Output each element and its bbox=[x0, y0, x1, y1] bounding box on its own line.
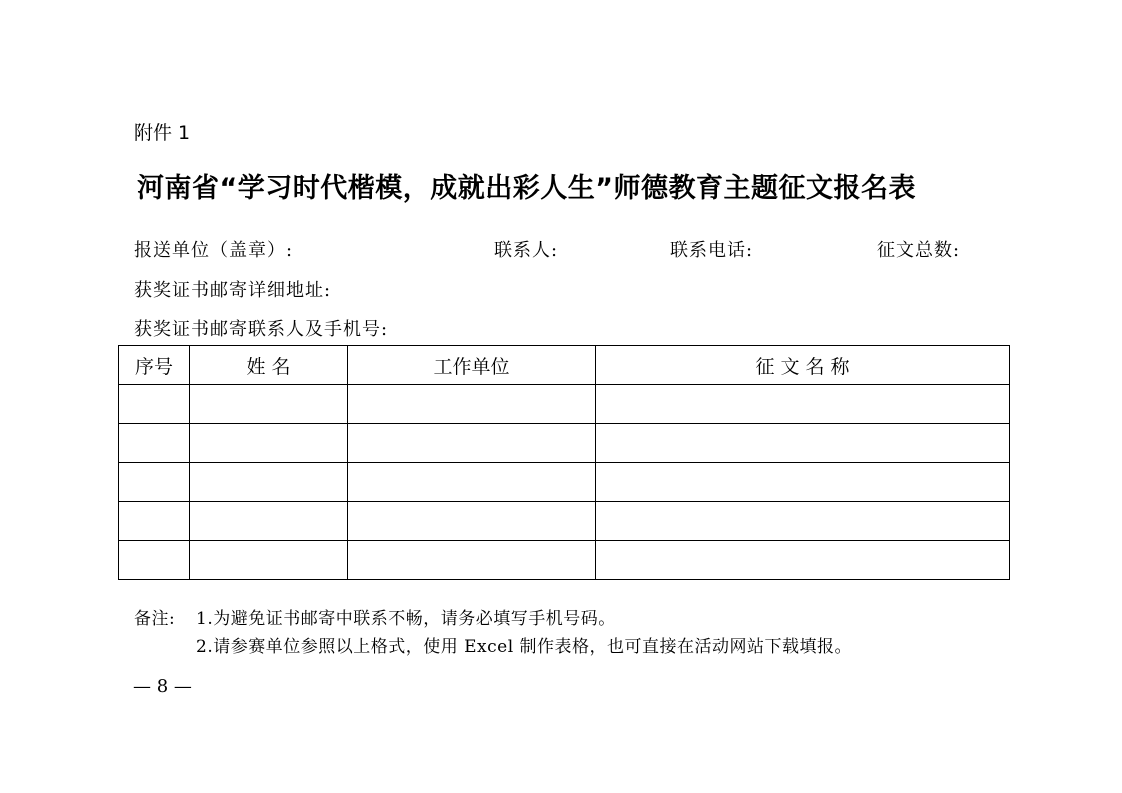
table-cell[interactable] bbox=[596, 463, 1010, 502]
table-cell[interactable] bbox=[596, 385, 1010, 424]
phone-field-label: 联系电话: bbox=[670, 240, 754, 261]
table-cell[interactable] bbox=[190, 541, 348, 580]
table-cell[interactable] bbox=[119, 541, 190, 580]
registration-table bbox=[118, 345, 1010, 580]
attachment-label: 附件 1 bbox=[134, 122, 191, 144]
table-row bbox=[119, 463, 1010, 502]
table-row bbox=[119, 385, 1010, 424]
table-row bbox=[119, 424, 1010, 463]
address-field-label: 获奖证书邮寄详细地址: bbox=[134, 280, 332, 301]
header-essay-title: 征 文 名 称 bbox=[596, 346, 1010, 385]
table-cell[interactable] bbox=[119, 502, 190, 541]
form-title: 河南省“学习时代楷模，成就出彩人生”师德教育主题征文报名表 bbox=[137, 173, 916, 204]
table-row bbox=[119, 541, 1010, 580]
notes-label: 备注: bbox=[134, 609, 176, 629]
table-row bbox=[119, 502, 1010, 541]
table-cell[interactable] bbox=[596, 502, 1010, 541]
table-cell[interactable] bbox=[119, 424, 190, 463]
table-cell[interactable] bbox=[190, 385, 348, 424]
page-number: — 8 — bbox=[133, 676, 192, 697]
contact-field-label: 联系人: bbox=[494, 240, 559, 261]
table-cell[interactable] bbox=[190, 424, 348, 463]
note-1: 1.为避免证书邮寄中联系不畅，请务必填写手机号码。 bbox=[196, 609, 616, 629]
table-cell[interactable] bbox=[348, 463, 596, 502]
table-cell[interactable] bbox=[596, 424, 1010, 463]
unit-field-label: 报送单位（盖章）: bbox=[134, 240, 294, 261]
table-cell[interactable] bbox=[119, 385, 190, 424]
header-name: 姓 名 bbox=[190, 346, 348, 385]
table-header-row bbox=[119, 346, 1010, 385]
mail-contact-field-label: 获奖证书邮寄联系人及手机号: bbox=[134, 319, 389, 340]
table-cell[interactable] bbox=[348, 502, 596, 541]
table-cell[interactable] bbox=[190, 502, 348, 541]
table-cell[interactable] bbox=[190, 463, 348, 502]
note-2: 2.请参赛单位参照以上格式，使用 Excel 制作表格，也可直接在活动网站下载填报。 bbox=[196, 637, 853, 657]
table-cell[interactable] bbox=[119, 463, 190, 502]
header-index: 序号 bbox=[119, 346, 190, 385]
table-cell[interactable] bbox=[348, 424, 596, 463]
total-field-label: 征文总数: bbox=[877, 240, 961, 261]
table-cell[interactable] bbox=[348, 541, 596, 580]
header-work-unit: 工作单位 bbox=[348, 346, 596, 385]
table-cell[interactable] bbox=[596, 541, 1010, 580]
table-cell[interactable] bbox=[348, 385, 596, 424]
